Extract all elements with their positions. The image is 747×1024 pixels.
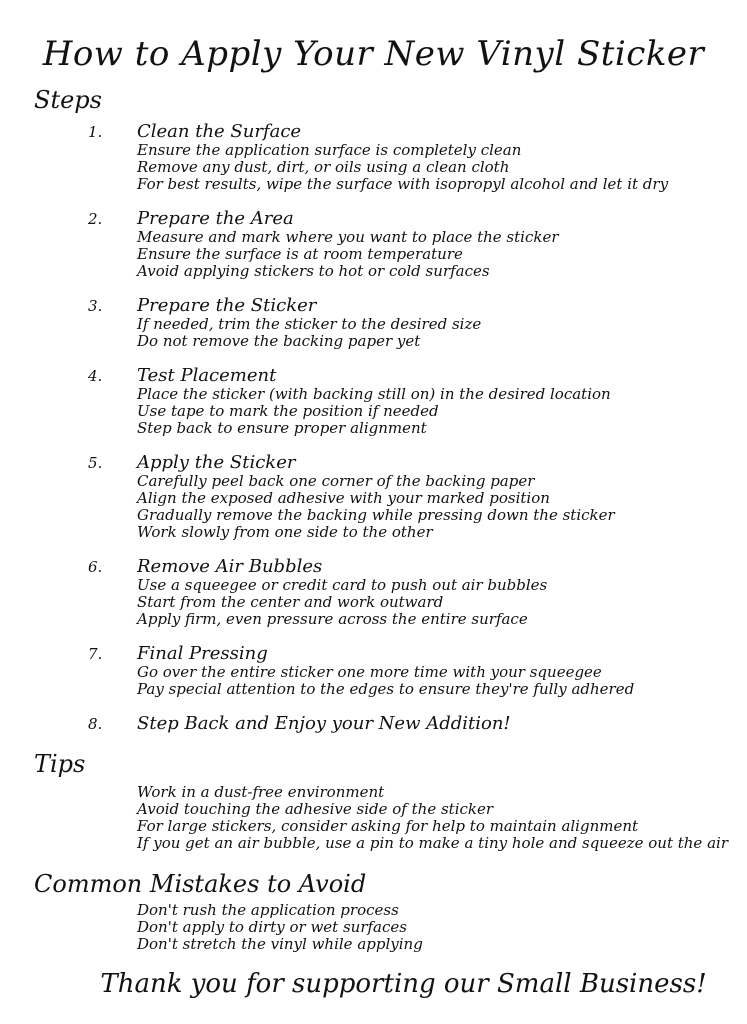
text-line: Place the sticker (with backing still on) in the desired location: [137, 385, 611, 403]
step-item: [88, 296, 747, 350]
step-title: Final Pressing: [137, 643, 268, 664]
text-line: Remove any dust, dirt, or oils using a clean cloth: [137, 158, 510, 176]
step-body: [137, 453, 615, 541]
mistakes-heading: Common Mistakes to Avoid: [34, 870, 367, 898]
step-number: 4.: [88, 367, 103, 385]
text-line: Avoid applying stickers to hot or cold surfaces: [137, 262, 490, 280]
step-title: Test Placement: [137, 365, 277, 386]
step-body: [137, 714, 511, 734]
text-line: Apply firm, even pressure across the entire surface: [137, 610, 528, 628]
text-line: Use a squeegee or credit card to push out air bubbles: [137, 576, 548, 594]
text-line: Ensure the surface is at room temperature: [137, 245, 463, 263]
step-lines: [137, 386, 611, 437]
step-item: [88, 366, 747, 437]
text-line: Align the exposed adhesive with your marked position: [137, 489, 550, 507]
step-lines: [137, 142, 668, 193]
text-line: Start from the center and work outward: [137, 593, 444, 611]
text-line: Go over the entire sticker one more time with your squeegee: [137, 663, 602, 681]
step-body: [137, 557, 547, 628]
step-body: [137, 209, 559, 280]
step-title: Step Back and Enjoy your New Addition!: [137, 713, 511, 734]
step-number: 1.: [88, 123, 103, 141]
footer-thank-you: Thank you for supporting our Small Business!: [100, 969, 707, 999]
text-line: If needed, trim the sticker to the desired size: [137, 315, 482, 333]
text-line: Do not remove the backing paper yet: [137, 332, 421, 350]
step-body: [137, 296, 481, 350]
step-title: Prepare the Area: [137, 208, 294, 229]
step-body: [137, 122, 668, 193]
text-line: If you get an air bubble, use a pin to make a tiny hole and squeeze out the air: [137, 834, 728, 852]
step-item: [88, 122, 747, 193]
step-item: [88, 644, 747, 698]
text-line: Avoid touching the adhesive side of the sticker: [137, 800, 494, 818]
text-line: Gradually remove the backing while pressing down the sticker: [137, 506, 615, 524]
text-line: Don't apply to dirty or wet surfaces: [137, 918, 407, 936]
step-number: 8.: [88, 715, 103, 733]
mistakes-list: [137, 902, 747, 953]
text-line: Don't rush the application process: [137, 901, 399, 919]
step-number: 7.: [88, 645, 103, 663]
step-number: 2.: [88, 210, 103, 228]
text-line: For large stickers, consider asking for help to maintain alignment: [137, 817, 639, 835]
step-lines: [137, 229, 559, 280]
steps-section: [0, 86, 747, 734]
text-line: Work slowly from one side to the other: [137, 523, 433, 541]
tips-section: [0, 750, 747, 852]
step-title: Clean the Surface: [137, 121, 302, 142]
step-title: Apply the Sticker: [137, 452, 296, 473]
tips-heading: Tips: [34, 750, 86, 778]
text-line: Don't stretch the vinyl while applying: [137, 935, 423, 953]
text-line: Ensure the application surface is completely clean: [137, 141, 522, 159]
text-line: Pay special attention to the edges to ensure they're fully adhered: [137, 680, 635, 698]
mistakes-section: [0, 870, 747, 953]
step-number: 5.: [88, 454, 103, 472]
step-item: [88, 557, 747, 628]
text-line: Work in a dust-free environment: [137, 783, 385, 801]
step-item: [88, 453, 747, 541]
step-title: Prepare the Sticker: [137, 295, 317, 316]
step-item: [88, 209, 747, 280]
steps-heading: Steps: [34, 86, 102, 114]
text-line: For best results, wipe the surface with isopropyl alcohol and let it dry: [137, 175, 669, 193]
step-number: 6.: [88, 558, 103, 576]
step-lines: [137, 473, 615, 541]
text-line: Carefully peel back one corner of the backing paper: [137, 472, 535, 490]
step-number: 3.: [88, 297, 103, 315]
step-lines: [137, 577, 547, 628]
steps-list: [0, 122, 747, 734]
text-line: Measure and mark where you want to place the sticker: [137, 228, 559, 246]
step-title: Remove Air Bubbles: [137, 556, 323, 577]
step-lines: [137, 316, 481, 350]
step-body: [137, 644, 634, 698]
tips-list: [137, 784, 747, 852]
text-line: Step back to ensure proper alignment: [137, 419, 427, 437]
text-line: Use tape to mark the position if needed: [137, 402, 439, 420]
document-title: How to Apply Your New Vinyl Sticker: [42, 34, 705, 74]
step-lines: [137, 664, 634, 698]
step-body: [137, 366, 611, 437]
step-item: [88, 714, 747, 734]
